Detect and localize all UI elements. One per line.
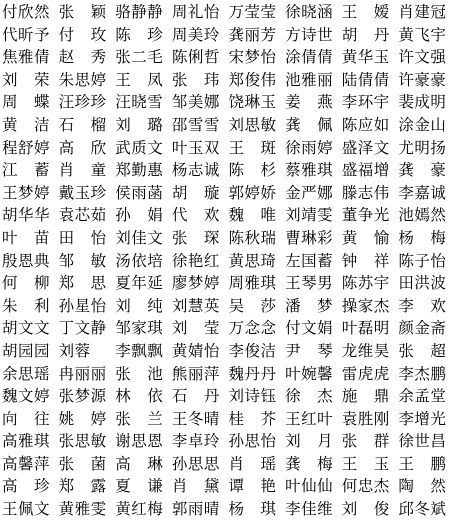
name-cell: 潘 梦 <box>285 296 334 315</box>
name-cell: 徐世昌 <box>398 432 447 451</box>
name-cell: 刘诗钰 <box>228 387 277 406</box>
name-cell: 王冬晴 <box>171 409 220 428</box>
name-cell: 汪珍珍 <box>58 93 107 112</box>
name-cell: 张 菌 <box>58 454 107 473</box>
name-cell: 高雅琪 <box>2 432 51 451</box>
name-cell: 石 榴 <box>58 115 107 134</box>
name-row <box>2 317 455 340</box>
name-cell: 郑俊伟 <box>228 70 277 89</box>
name-cell: 肖 黛 <box>171 477 220 496</box>
name-cell: 王 鹏 <box>398 454 447 473</box>
name-cell: 张梦源 <box>58 387 107 406</box>
name-cell: 张 群 <box>341 432 390 451</box>
name-cell: 刘 莹 <box>171 319 220 338</box>
name-cell: 李俊洁 <box>228 341 277 360</box>
name-cell: 魏丹丹 <box>228 364 277 383</box>
name-cell: 余思瑶 <box>2 364 51 383</box>
name-cell: 杨 琪 <box>228 500 277 519</box>
name-cell: 黄华玉 <box>341 48 390 67</box>
name-cell: 饶琳玉 <box>228 93 277 112</box>
name-cell: 孙思怡 <box>228 432 277 451</box>
name-cell: 杨 梅 <box>398 228 447 247</box>
name-cell: 池嫣然 <box>398 206 447 225</box>
name-cell: 黄红梅 <box>115 500 164 519</box>
name-row <box>2 250 455 273</box>
name-cell: 肖建冠 <box>398 3 447 21</box>
name-cell: 肖 童 <box>58 161 107 180</box>
name-cell: 张 超 <box>398 341 447 360</box>
name-cell: 邱冬斌 <box>398 500 447 519</box>
name-cell: 颜金斋 <box>398 319 447 338</box>
name-cell: 胡华华 <box>2 206 51 225</box>
name-cell: 骆静静 <box>115 3 164 21</box>
name-cell: 孙星怡 <box>58 296 107 315</box>
name-cell: 叶 苗 <box>2 228 51 247</box>
name-cell: 龚 豪 <box>398 161 447 180</box>
name-cell: 郭婷娇 <box>228 183 277 202</box>
name-cell: 盛福增 <box>341 161 390 180</box>
name-cell: 王 嫒 <box>341 3 390 21</box>
name-cell: 许豪豪 <box>398 70 447 89</box>
name-cell: 龚丽芳 <box>228 25 277 44</box>
name-row <box>2 69 455 92</box>
name-cell: 陈俐哲 <box>171 48 220 67</box>
name-cell: 张思敏 <box>58 432 107 451</box>
name-cell: 陶 然 <box>398 477 447 496</box>
name-cell: 许文强 <box>398 48 447 67</box>
name-cell: 李环宇 <box>341 93 390 112</box>
name-cell: 黄雅雯 <box>58 500 107 519</box>
name-cell: 程舒婷 <box>2 138 51 157</box>
name-cell: 龚 佩 <box>285 115 334 134</box>
name-cell: 操家杰 <box>341 296 390 315</box>
name-cell: 刘慧英 <box>171 296 220 315</box>
name-cell: 张 池 <box>115 364 164 383</box>
name-cell: 王梦婷 <box>2 183 51 202</box>
name-cell: 侯雨菡 <box>115 183 164 202</box>
name-cell: 武质文 <box>115 138 164 157</box>
name-cell: 李佳维 <box>285 500 334 519</box>
name-row <box>2 430 455 453</box>
name-cell: 王琴男 <box>285 274 334 293</box>
name-cell: 廖梦婷 <box>171 274 220 293</box>
name-cell: 曹琳彩 <box>285 228 334 247</box>
name-cell: 向 往 <box>2 409 51 428</box>
name-cell: 龙维昊 <box>341 341 390 360</box>
name-cell: 王 玉 <box>341 454 390 473</box>
name-cell: 周 蝶 <box>2 93 51 112</box>
name-cell: 陈 杉 <box>228 161 277 180</box>
name-cell: 刘佳文 <box>115 228 164 247</box>
name-cell: 涂金山 <box>398 115 447 134</box>
name-cell: 龚 梅 <box>285 454 334 473</box>
name-cell: 胡园园 <box>2 341 51 360</box>
name-row <box>2 340 455 363</box>
name-cell: 王红叶 <box>285 409 334 428</box>
name-cell: 郑勤惠 <box>115 161 164 180</box>
name-cell: 姜 燕 <box>285 93 334 112</box>
name-cell: 刘 纯 <box>115 296 164 315</box>
name-cell: 吴 莎 <box>228 296 277 315</box>
name-cell: 刘靖雯 <box>285 206 334 225</box>
name-cell: 万莹莹 <box>228 3 277 21</box>
name-row <box>2 114 455 137</box>
name-cell: 方诗世 <box>285 25 334 44</box>
name-row <box>2 453 455 476</box>
name-cell: 江 蓄 <box>2 161 51 180</box>
name-cell: 王 凤 <box>115 70 164 89</box>
name-row <box>2 24 455 47</box>
name-cell: 黄思琦 <box>228 251 277 270</box>
name-row <box>2 227 455 250</box>
name-cell: 滕志伟 <box>341 183 390 202</box>
name-cell: 郑 思 <box>58 274 107 293</box>
name-cell: 代 欢 <box>171 206 220 225</box>
name-cell: 袁芯茹 <box>58 206 107 225</box>
name-cell: 谭 艳 <box>228 477 277 496</box>
name-row <box>2 408 455 431</box>
name-cell: 蔡雅琪 <box>285 161 334 180</box>
name-cell: 邹 敏 <box>58 251 107 270</box>
name-cell: 焦雅倩 <box>2 48 51 67</box>
name-cell: 张 琛 <box>171 228 220 247</box>
name-cell: 钟 祥 <box>341 251 390 270</box>
name-row <box>2 363 455 386</box>
name-row <box>2 137 455 160</box>
name-row <box>2 385 455 408</box>
name-cell: 胡 璇 <box>171 183 220 202</box>
name-row <box>2 46 455 69</box>
name-cell: 姚 婷 <box>58 409 107 428</box>
name-cell: 邹家琪 <box>115 319 164 338</box>
name-cell: 陈 珍 <box>115 25 164 44</box>
name-cell: 李 欢 <box>398 296 447 315</box>
name-cell: 李飘飘 <box>115 341 164 360</box>
name-cell: 杨志诚 <box>171 161 220 180</box>
name-cell: 王 斑 <box>228 138 277 157</box>
name-cell: 张二毛 <box>115 48 164 67</box>
name-cell: 陈子怡 <box>398 251 447 270</box>
name-cell: 石 丹 <box>171 387 220 406</box>
name-cell: 刘 璐 <box>115 115 164 134</box>
name-cell: 叶玉双 <box>171 138 220 157</box>
name-cell: 郑 露 <box>58 477 107 496</box>
name-cell: 肖 瑶 <box>228 454 277 473</box>
name-cell: 付文娟 <box>285 319 334 338</box>
name-cell: 孙 娟 <box>115 206 164 225</box>
name-cell: 张 兰 <box>115 409 164 428</box>
name-row <box>2 272 455 295</box>
name-cell: 孙思思 <box>171 454 220 473</box>
name-cell: 李增光 <box>398 409 447 428</box>
name-cell: 邵雪雪 <box>171 115 220 134</box>
name-cell: 汤依培 <box>115 251 164 270</box>
name-cell: 刘思敏 <box>228 115 277 134</box>
name-cell: 夏年延 <box>115 274 164 293</box>
name-cell: 汪晓雪 <box>115 93 164 112</box>
name-cell: 何忠杰 <box>341 477 390 496</box>
name-cell: 胡 丹 <box>341 25 390 44</box>
name-cell: 左国蓄 <box>285 251 334 270</box>
name-cell: 刘 月 <box>285 432 334 451</box>
name-cell: 万念念 <box>228 319 277 338</box>
name-cell: 尤明扬 <box>398 138 447 157</box>
name-cell: 朱 利 <box>2 296 51 315</box>
name-cell: 付欣然 <box>2 3 51 21</box>
name-cell: 宋梦怡 <box>228 48 277 67</box>
name-cell: 魏 唯 <box>228 206 277 225</box>
name-cell: 尹 琴 <box>285 341 334 360</box>
name-cell: 高 珍 <box>2 477 51 496</box>
name-cell: 郭雨晴 <box>171 500 220 519</box>
name-cell: 雷虎虎 <box>341 364 390 383</box>
name-cell: 黄婧怡 <box>171 341 220 360</box>
name-cell: 朱思婷 <box>58 70 107 89</box>
name-row <box>2 204 455 227</box>
name-cell: 徐艳红 <box>171 251 220 270</box>
name-cell: 戴玉珍 <box>58 183 107 202</box>
name-cell: 魏文婷 <box>2 387 51 406</box>
name-cell: 付 玫 <box>58 25 107 44</box>
name-cell: 黄 愉 <box>341 228 390 247</box>
name-cell: 陈苏宇 <box>341 274 390 293</box>
name-row <box>2 295 455 318</box>
name-cell: 池雅丽 <box>285 70 334 89</box>
name-cell: 裴成明 <box>398 93 447 112</box>
name-cell: 叶磊明 <box>341 319 390 338</box>
name-cell: 桂 芥 <box>228 409 277 428</box>
name-cell: 董争光 <box>341 206 390 225</box>
name-cell: 陈应如 <box>341 115 390 134</box>
name-cell: 李杰鹏 <box>398 364 447 383</box>
name-cell: 代昕予 <box>2 25 51 44</box>
name-cell: 张 颖 <box>58 3 107 21</box>
name-cell: 刘 俊 <box>341 500 390 519</box>
name-cell: 陆倩倩 <box>341 70 390 89</box>
name-cell: 徐 杰 <box>285 387 334 406</box>
name-row <box>2 498 455 521</box>
name-cell: 熊丽萍 <box>171 364 220 383</box>
name-cell: 殷恩典 <box>2 251 51 270</box>
name-row <box>2 182 455 205</box>
name-cell: 涂倩倩 <box>285 48 334 67</box>
name-cell: 李卓玲 <box>171 432 220 451</box>
name-cell: 刘蓉 <box>58 341 91 360</box>
name-cell: 丁文静 <box>58 319 107 338</box>
name-row <box>2 91 455 114</box>
name-cell: 高馨萍 <box>2 454 51 473</box>
name-cell: 谢思恩 <box>115 432 164 451</box>
name-cell: 赵 秀 <box>58 48 107 67</box>
name-row <box>2 1 455 24</box>
name-cell: 夏 谦 <box>115 477 164 496</box>
name-cell: 徐晓涵 <box>285 3 334 21</box>
name-cell: 徐雨婷 <box>285 138 334 157</box>
name-cell: 余孟堂 <box>398 387 447 406</box>
name-cell: 陈秋瑞 <box>228 228 277 247</box>
name-cell: 高 琳 <box>115 454 164 473</box>
name-cell: 金严娜 <box>285 183 334 202</box>
name-cell: 周礼怡 <box>171 3 220 21</box>
name-cell: 袁胜刚 <box>341 409 390 428</box>
name-cell: 黄飞宇 <box>398 25 447 44</box>
name-cell: 高 欣 <box>58 138 107 157</box>
name-cell: 胡文文 <box>2 319 51 338</box>
name-cell: 邹美娜 <box>171 93 220 112</box>
name-cell: 刘 荣 <box>2 70 51 89</box>
name-cell: 张 玮 <box>171 70 220 89</box>
name-cell: 田洪波 <box>398 274 447 293</box>
name-cell: 叶婉馨 <box>285 364 334 383</box>
name-cell: 李嘉诚 <box>398 183 447 202</box>
name-row <box>2 159 455 182</box>
name-cell: 周美玲 <box>171 25 220 44</box>
name-cell: 何 柳 <box>2 274 51 293</box>
name-cell: 冉丽丽 <box>58 364 107 383</box>
name-cell: 叶仙仙 <box>285 477 334 496</box>
name-cell: 施 鼎 <box>341 387 390 406</box>
name-cell: 林 依 <box>115 387 164 406</box>
name-cell: 盛泽文 <box>341 138 390 157</box>
name-cell: 周雅琪 <box>228 274 277 293</box>
name-cell: 黄 洁 <box>2 115 51 134</box>
name-cell: 王佩文 <box>2 500 51 519</box>
name-cell: 田 怡 <box>58 228 107 247</box>
